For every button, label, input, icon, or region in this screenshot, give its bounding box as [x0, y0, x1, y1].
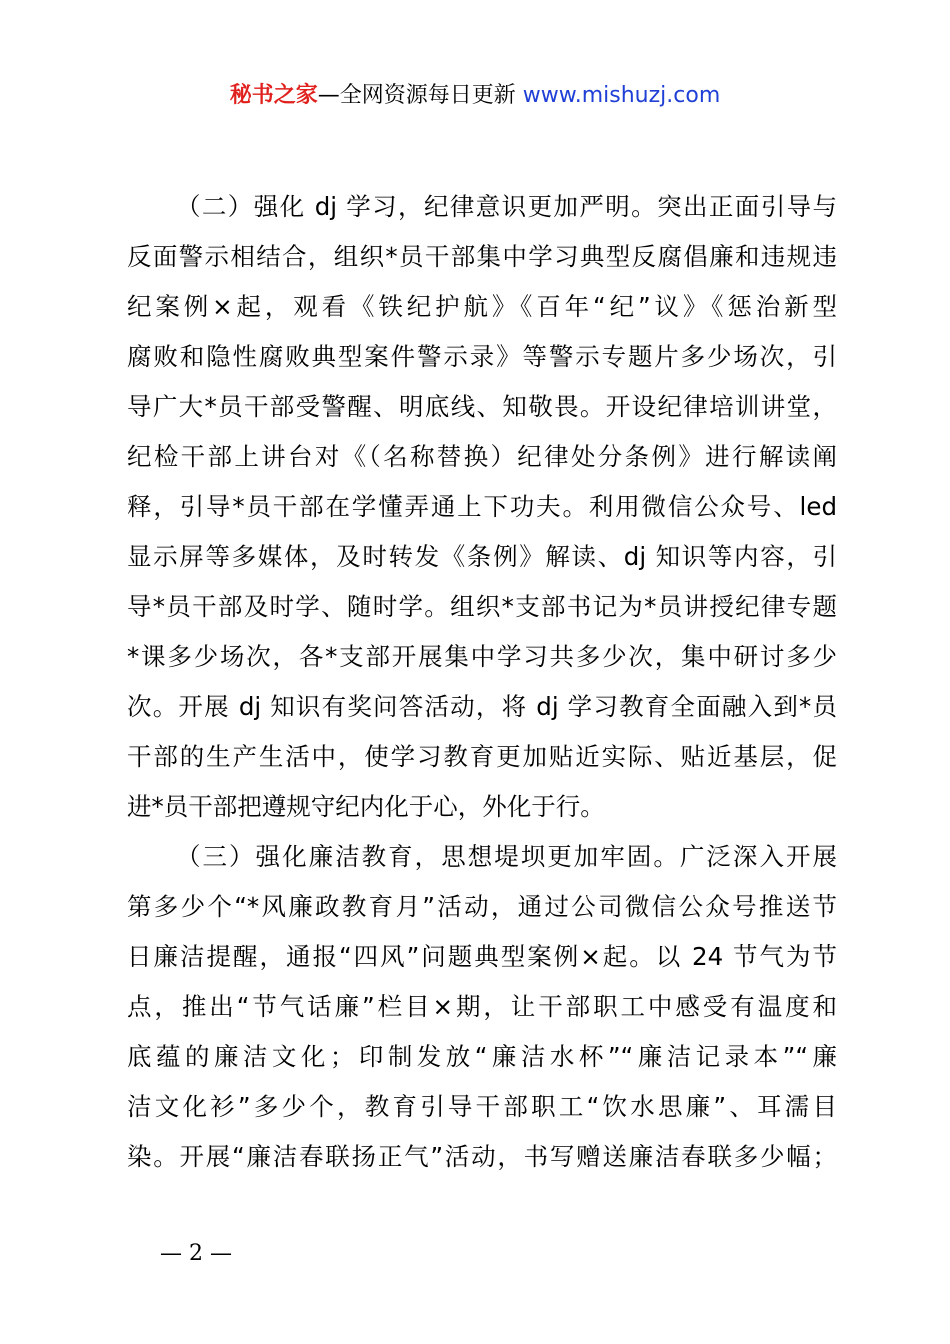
text-line: 显示屏等多媒体，及时转发《条例》解读、dj 知识等内容，引 [127, 542, 837, 571]
website-url: www.mishuzj.com [515, 83, 721, 108]
text-line: 干部的生产生活中，使学习教育更加贴近实际、贴近基层，促 [127, 742, 837, 771]
text-line: *课多少场次，各*支部开展集中学习共多少次，集中研讨多少 [127, 642, 837, 671]
brand-name: 秘书之家 [229, 83, 318, 108]
text-line: 纪案例×起，观看《铁纪护航》《百年“纪”议》《惩治新型 [127, 292, 837, 321]
text-line: 次。开展 dj 知识有奖问答活动，将 dj 学习教育全面融入到*员 [127, 692, 837, 721]
text-line: 第多少个“*风廉政教育月”活动，通过公司微信公众号推送节 [127, 892, 837, 921]
text-line: 释，引导*员干部在学懂弄通上下功夫。利用微信公众号、led [127, 492, 837, 521]
text-line: 导广大*员干部受警醒、明底线、知敬畏。开设纪律培训讲堂， [127, 392, 837, 421]
text-line: 日廉洁提醒，通报“四风”问题典型案例×起。以 24 节气为节 [127, 942, 837, 971]
text-line: 底蕴的廉洁文化；印制发放“廉洁水杯”“廉洁记录本”“廉 [127, 1042, 837, 1071]
text-line: 导*员干部及时学、随时学。组织*支部书记为*员讲授纪律专题 [127, 592, 837, 621]
text-line: 反面警示相结合，组织*员干部集中学习典型反腐倡廉和违规违 [127, 242, 837, 271]
text-line: 染。开展“廉洁春联扬正气”活动，书写赠送廉洁春联多少幅； [127, 1142, 837, 1171]
text-line: 进*员干部把遵规守纪内化于心，外化于行。 [127, 792, 605, 821]
text-line: 洁文化衫”多少个，教育引导干部职工“饮水思廉”、耳濡目 [127, 1092, 837, 1121]
page-number: — 2 — [160, 1241, 232, 1266]
text-line: 腐败和隐性腐败典型案件警示录》等警示专题片多少场次，引 [127, 342, 837, 371]
text-line: （三）强化廉洁教育，思想堤坝更加牢固。广泛深入开展 [176, 842, 837, 871]
text-line: （二）强化 dj 学习，纪律意识更加严明。突出正面引导与 [176, 192, 837, 221]
document-body [127, 182, 837, 1182]
text-line: 纪检干部上讲台对《（名称替换）纪律处分条例》进行解读阐 [127, 442, 837, 471]
header-slogan: —全网资源每日更新 [317, 83, 516, 108]
text-line: 点，推出“节气话廉”栏目×期，让干部职工中感受有温度和 [127, 992, 837, 1021]
page-header [0, 80, 950, 112]
